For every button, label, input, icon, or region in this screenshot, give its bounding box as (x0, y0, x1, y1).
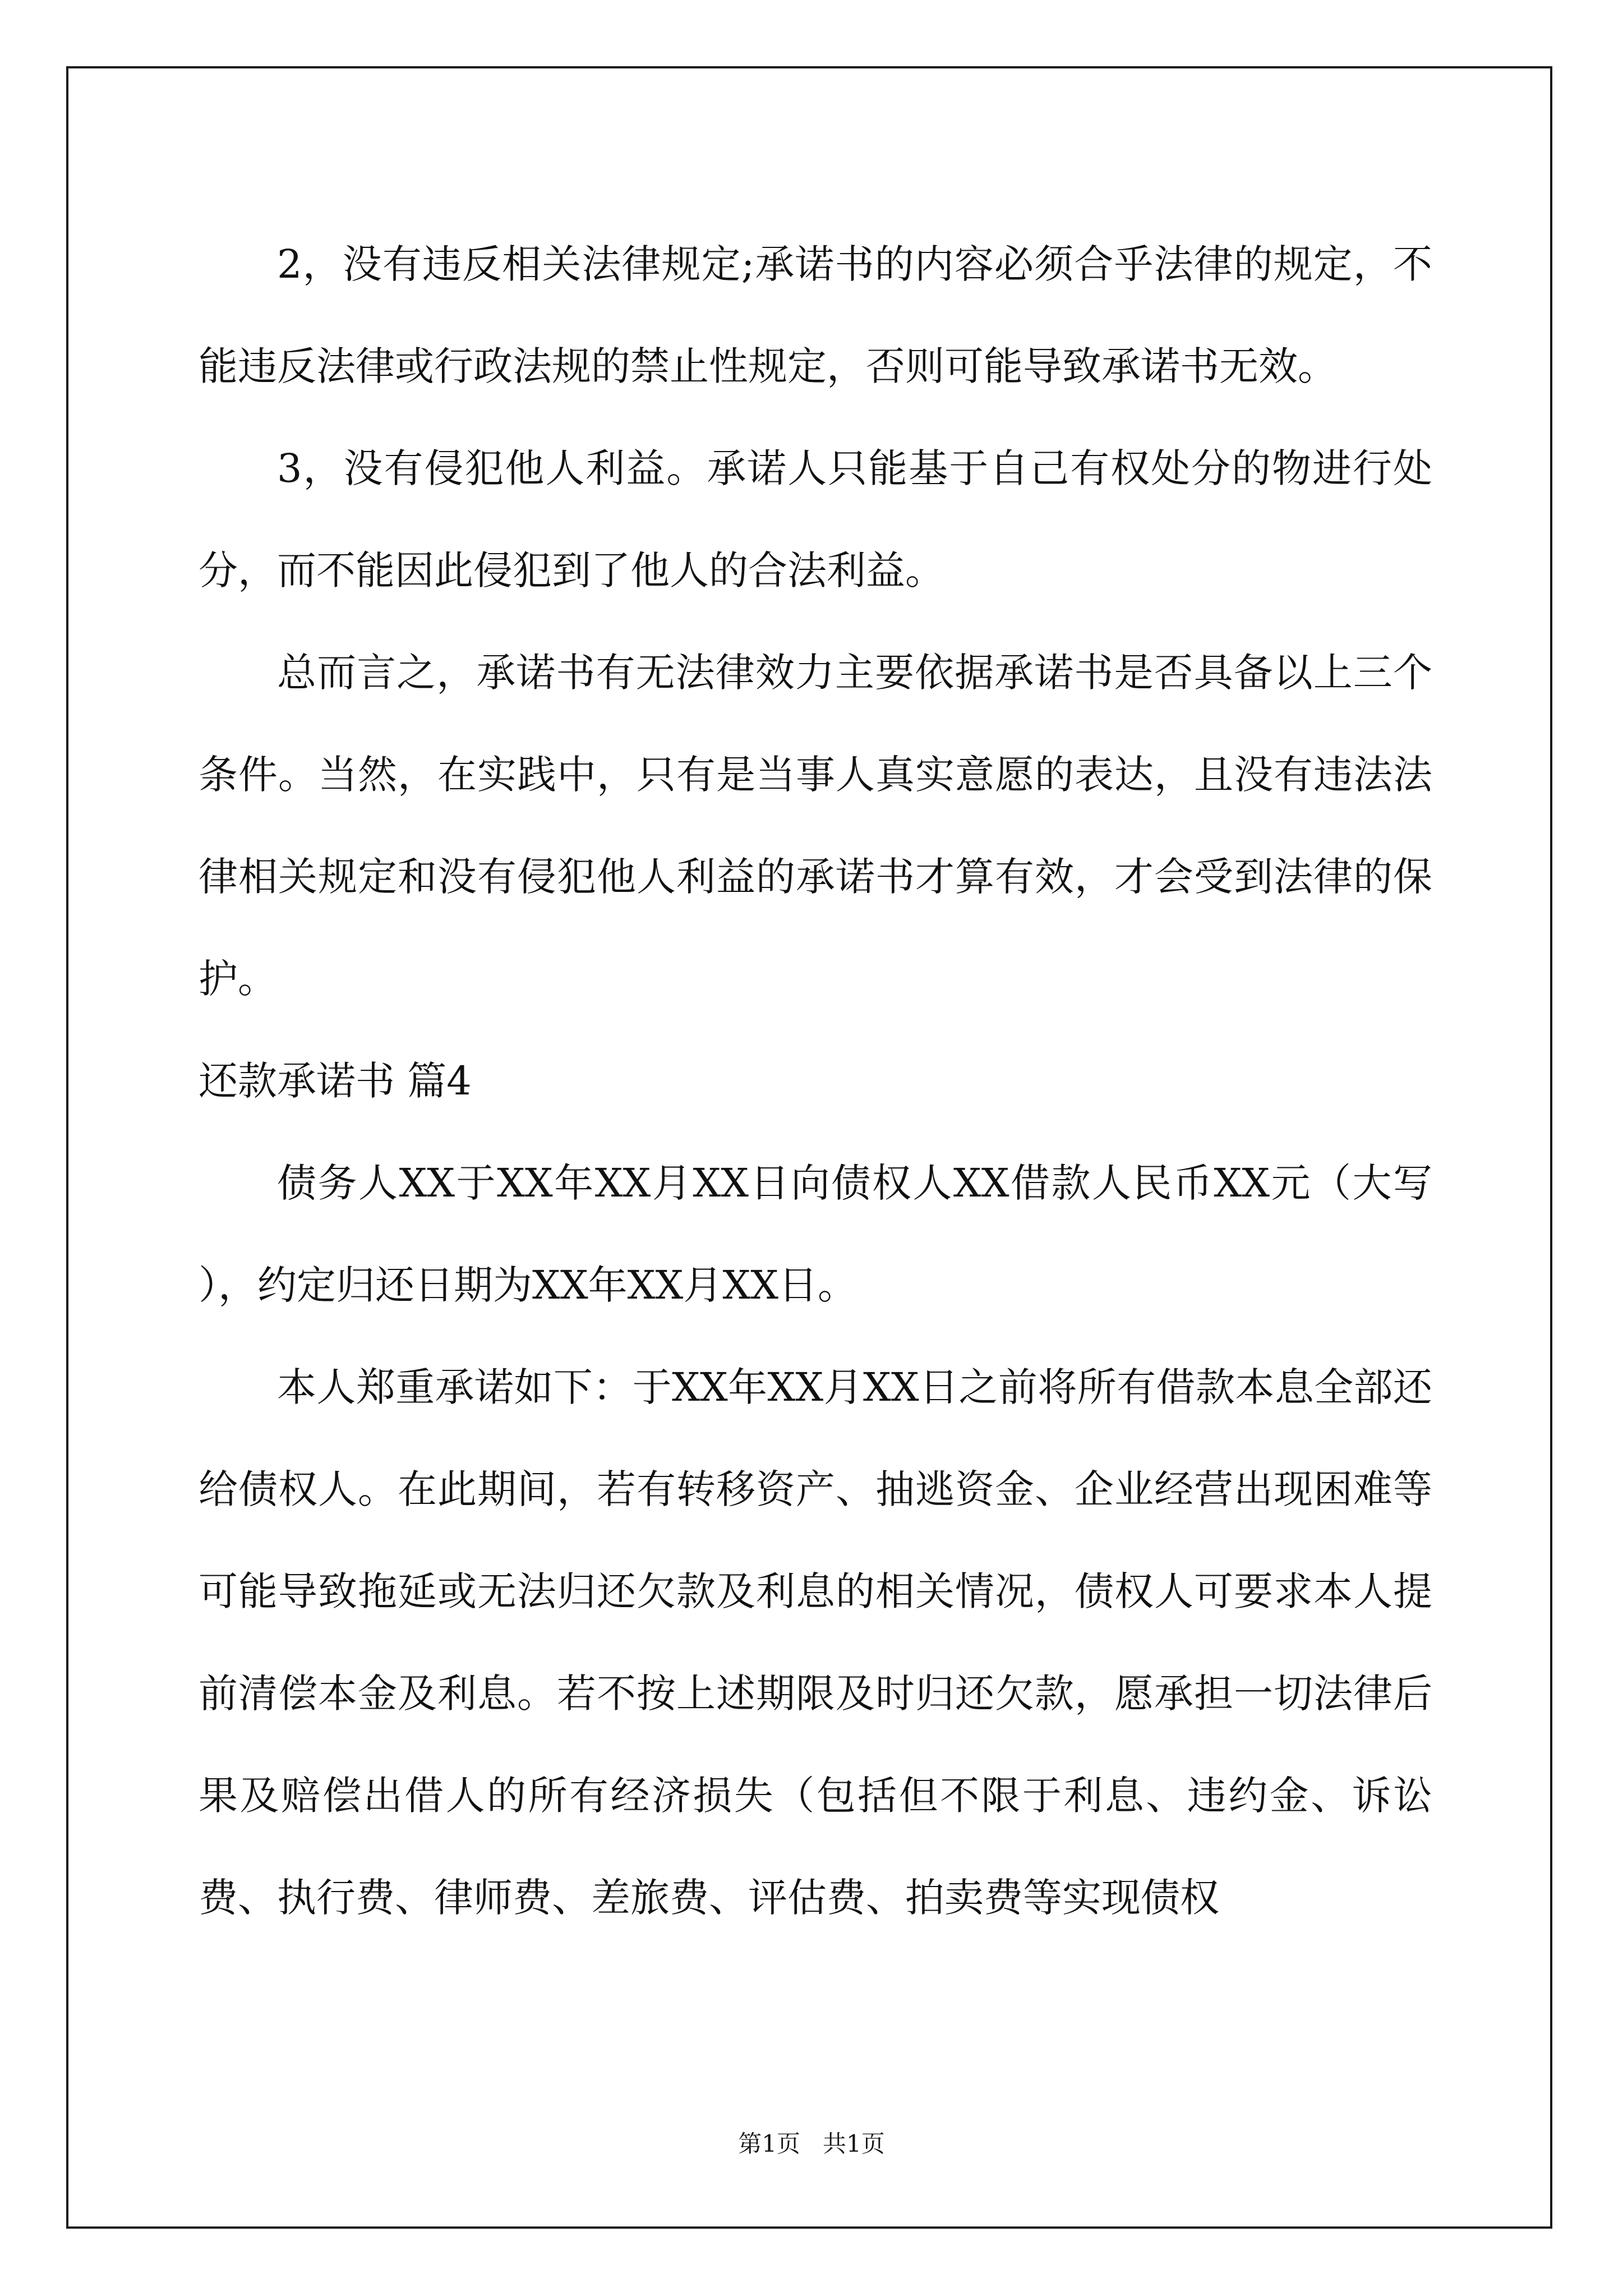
document-body (199, 213, 1432, 1949)
paragraph: 债务人XX于XX年XX月XX日向债权人XX借款人民币XX元（大写 ），约定归还日期为XX年XX月XX日。 (199, 1160, 1432, 1308)
paragraph: 3，没有侵犯他人利益。承诺人只能基于自己有权处分的物进行处分，而不能因此侵犯到了他人的合法利益。 (199, 445, 1432, 593)
paragraph: 总而言之，承诺书有无法律效力主要依据承诺书是否具备以上三个条件。当然，在实践中，只有是当事人真实意愿的表达，且没有违法法律相关规定和没有侵犯他人利益的承诺书才算有效，才会受到法律的保护。 (199, 650, 1432, 1002)
paragraph: 2，没有违反相关法律规定;承诺书的内容必须合乎法律的规定，不能违反法律或行政法规的禁止性规定，否则可能导致承诺书无效。 (199, 241, 1432, 389)
page-footer (0, 2127, 1623, 2161)
page-number: 第1页 (738, 2130, 800, 2157)
section-heading: 还款承诺书 篇4 (199, 1058, 472, 1104)
page-total: 共1页 (823, 2130, 885, 2157)
paragraph: 本人郑重承诺如下：于XX年XX月XX日之前将所有借款本息全部还给债权人。在此期间，若有转移资产、抽逃资金、企业经营出现困难等可能导致拖延或无法归还欠款及利息的相关情况，债权人可要求本人提前清偿本金及利息。若不按上述期限及时归还欠款，愿承担一切法律后果及赔偿出借人的所有经济损失（包括但不限于利息、违约金、诉讼费、执行费、律师费、差旅费、评估费、拍卖费等实现债权 (199, 1364, 1432, 1921)
